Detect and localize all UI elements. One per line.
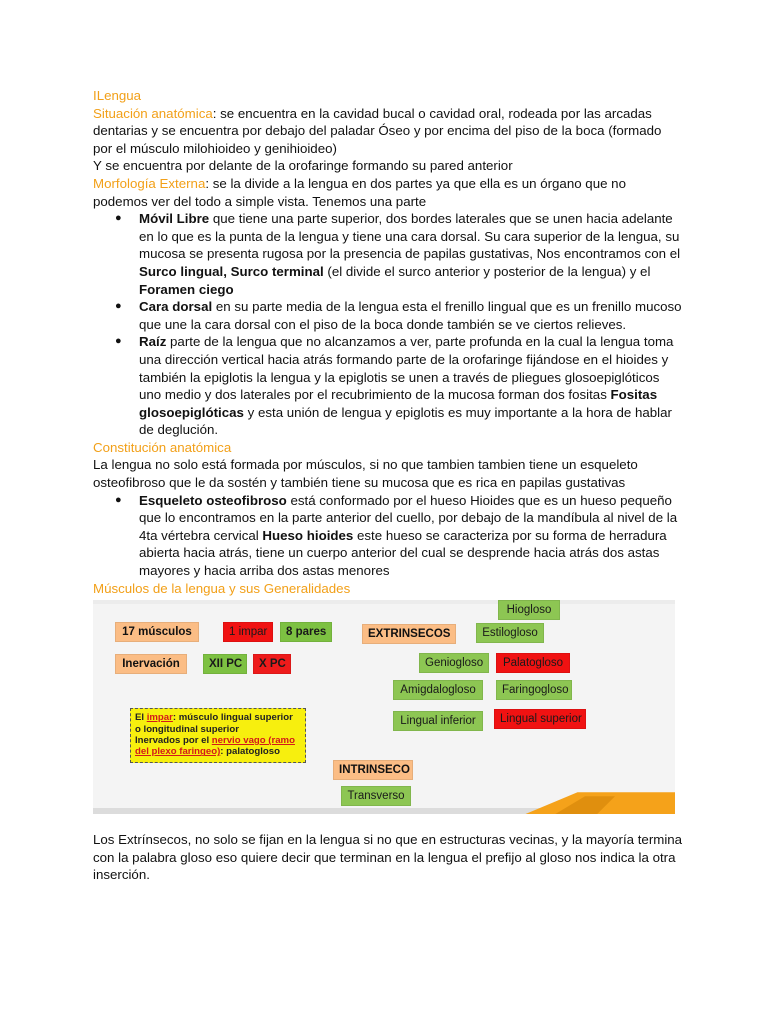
pares-box: 8 pares [280,622,332,642]
count-box: 17 músculos [115,622,199,642]
morfologia-heading: Morfología Externa [93,175,206,191]
palatogloso-box: Palatogloso [496,653,570,673]
lingual-superior-box: Lingual superior [494,709,586,729]
term: Cara dorsal [139,299,213,315]
doc-title: ILengua [93,88,142,103]
bullet-icon: ● [115,300,122,313]
term: Raíz [139,334,167,350]
bullet-icon: ● [115,493,122,506]
constitucion-heading: Constitución anatómica [93,439,232,455]
slide-footer-bar [93,808,563,814]
hiogloso-box: Hiogloso [498,600,560,620]
geniogloso-box: Geniogloso [419,653,489,673]
list-item [115,492,683,580]
inervacion-box: Inervación [115,654,187,674]
transverso-box: Transverso [341,786,411,806]
morfologia-paragraph [93,175,683,210]
term-text: y esta unión de lengua y epiglotis es muy importante a la hora de hablar de deglución. [139,404,672,438]
note-text: impar [146,712,173,724]
term-text: parte de la lengua que no alcanzamos a ver, parte profunda en la cual la lengua toma una dirección vertical hacia atrás formando parte de la orofaringe fijándose en el hioides y también la epiglotis la lengua y la epiglotis se unen a través de pliegues glosoepiglóticos uno medio y dos laterales por el recubrimiento de la mucosa forman dos fositas [139,334,674,403]
bullet-icon: ● [115,335,122,348]
note-text: El [135,712,147,724]
term-text: este hueso se caracteriza por su forma de herradura abierta hacia atrás, tiene un cuerpo anterior del cual se desprende hacia atrás dos astas mayores y hacia arriba dos astas menores [139,527,667,579]
situacion-heading: Situación anatómica [93,105,213,121]
constitucion-text: La lengua no solo está formada por músculos, si no que tambien tambien tiene un esqueleto osteofibroso que le da sostén y también tiene su mucosa que es rica en papilas gustativas [93,457,638,491]
note-text: Inervados por el [135,735,212,747]
term: Foramen ciego [139,281,234,297]
situacion-paragraph-2: Y se encuentra por delante de la orofaringe formando su pared anterior [93,158,513,174]
term: Hueso hioides [262,527,354,543]
note-text: nervio vago (ramo del plexo faringeo) [135,735,295,758]
constitucion-list [93,492,683,580]
term: Fositas glosoepiglóticas [139,387,658,420]
xii-pc-box: XII PC [203,654,247,674]
slide-top-border [93,600,675,604]
faringogloso-box: Faringogloso [496,680,572,700]
situacion-paragraph [93,105,683,158]
term-text: está conformado por el hueso Hioides que es un hueso pequeño que lo encontramos en la parte anterior del cuello, por debajo de la mandíbula al nivel de la 4ta vértebra cervical [139,492,678,543]
morfologia-text: : se la divide a la lengua en dos partes ya que ella es un órgano que no podemos ver del todo a simple vista. Tenemos una parte [93,175,626,209]
term-text: que tiene una parte superior, dos bordes laterales que se unen hacia adelante en lo que es la punta de la lengua y tiene una cara dorsal. Su cara superior de la lengua, su mucosa se presenta rugosa por la presencia de papilas gustativas, Nos encontramos con el [139,211,681,262]
muscles-slide-image [93,600,675,814]
list-item [115,333,683,439]
impar-box: 1 impar [223,622,273,642]
bullet-icon: ● [115,212,122,225]
list-item [115,298,683,333]
x-pc-box: X PC [253,654,291,674]
morfologia-list [93,210,683,439]
lingual-inferior-box: Lingual inferior [393,711,483,731]
term: Surco lingual, Surco terminal [139,263,324,279]
amigdalogloso-box: Amigdalogloso [393,680,483,700]
intrinseco-box: INTRINSECO [333,760,413,780]
term-text: (el divide el surco anterior y posterior de la lengua) y el [323,263,651,279]
list-item [115,210,683,298]
impar-note [130,708,306,763]
document-body [93,87,683,884]
note-text: : músculo lingual superior o longitudinal superior [135,712,293,735]
situacion-text: : se encuentra en la cavidad bucal o cavidad oral, rodeada por las arcadas dentarias y se encuentra por debajo del paladar Óseo y por encima del piso de la boca (formado por el músculo milohioideo y genihioideo) [93,105,662,156]
closing-paragraph: Los Extrínsecos, no solo se fijan en la lengua si no que en estructuras vecinas, y la mayoría termina con la palabra gloso eso quiere decir que terminan en la lengua el prefijo al gloso nos indica la otra inserción. [93,832,683,883]
term: Móvil Libre [139,211,210,227]
term: Esqueleto osteofibroso [139,492,287,508]
term-text: en su parte media de la lengua esta el frenillo lingual que es un frenillo mucoso que une la cara dorsal con el piso de la boca donde también se ve ciertos relieves. [139,299,682,332]
note-text: : palatogloso [220,746,280,758]
musculos-heading: Músculos de la lengua y sus Generalidades [93,580,351,596]
estilogloso-box: Estilogloso [476,623,544,643]
extrinsecos-box: EXTRINSECOS [362,624,456,644]
